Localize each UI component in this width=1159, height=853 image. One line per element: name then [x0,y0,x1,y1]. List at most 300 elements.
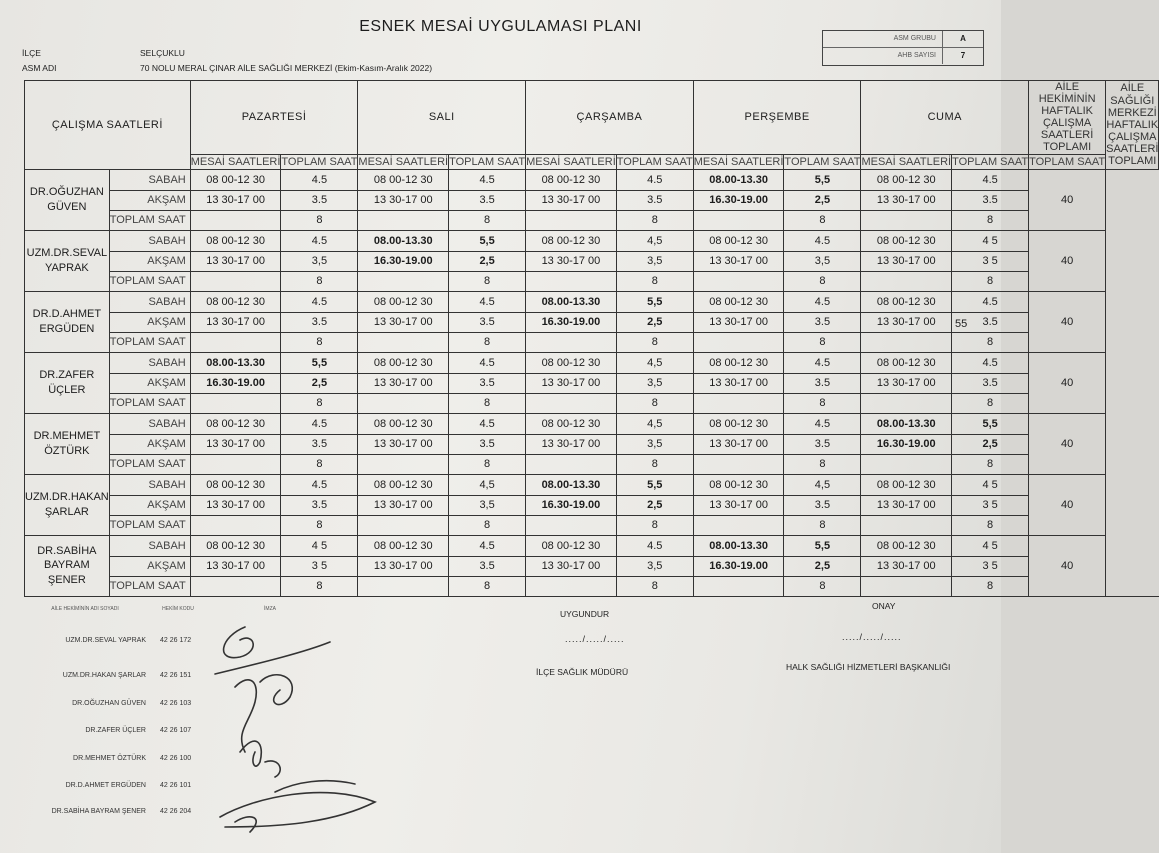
evening-total: 3,5 [784,251,861,271]
evening-hours: 13 30-17 00 [526,190,617,210]
morning-hours: 08 00-12 30 [526,169,617,190]
asm-value: 70 NOLU MERAL ÇINAR AİLE SAĞLIĞI MERKEZİ (Ekim-Kasım-Aralık 2022) [140,63,433,73]
doctor-name: DR.OĞUZHAN GÜVEN [25,169,110,230]
evening-hours: 16.30-19.00 [693,556,784,576]
morning-hours: 08.00-13.30 [693,169,784,190]
morning-total: 4.5 [449,413,526,434]
doctor-weekly-total: 40 [1029,291,1106,352]
asm-group-value: A [942,31,983,47]
evening-hours: 16.30-19.00 [526,495,617,515]
morning-total: 4.5 [616,169,693,190]
asm-group-label: ASM GRUBU [893,35,936,42]
evening-total: 3.5 [784,434,861,454]
morning-hours: 08 00-12 30 [190,291,281,312]
evening-hours: 13 30-17 00 [861,556,952,576]
morning-total: 5,5 [449,230,526,251]
day-total: 8 [952,515,1029,535]
day-empty-cell [861,454,952,474]
day-empty-cell [358,576,449,596]
mesai-subheader: MESAİ SAATLERİ [190,155,281,168]
day-total: 8 [616,576,693,596]
row-label-toplam: TOPLAM SAAT [109,576,190,596]
day-empty-cell [693,515,784,535]
evening-total: 3.5 [449,190,526,210]
signature-stroke-7 [275,781,355,792]
day-empty-cell [693,271,784,291]
signature-stroke-6 [265,761,280,777]
signature-doctor-code: 42 26 103 [160,700,192,707]
day-total: 8 [281,576,358,596]
evening-hours: 13 30-17 00 [526,434,617,454]
day-total: 8 [616,210,693,230]
evening-hours: 16.30-19.00 [861,434,952,454]
morning-total: 5,5 [784,169,861,190]
day-total: 8 [449,393,526,413]
doctor-name: UZM.DR.SEVAL YAPRAK [25,230,110,291]
row-label-sabah: SABAH [109,291,190,312]
day-empty-cell [861,393,952,413]
asm-weekly-total: 55 [955,318,968,330]
day-total: 8 [616,271,693,291]
row-label-toplam: TOPLAM SAAT [109,515,190,535]
day-empty-cell [190,332,281,352]
evening-hours: 13 30-17 00 [526,373,617,393]
morning-total: 4.5 [281,413,358,434]
mesai-subheader: MESAİ SAATLERİ [693,155,784,168]
evening-hours: 13 30-17 00 [693,251,784,271]
morning-total: 4.5 [449,291,526,312]
row-label-sabah: SABAH [109,474,190,495]
evening-total: 2,5 [616,312,693,332]
day-header: CUMA [861,81,1029,155]
signature-stroke-5 [240,741,261,766]
day-empty-cell [190,393,281,413]
evening-total: 3 5 [952,556,1029,576]
day-total: 8 [449,332,526,352]
day-empty-cell [693,210,784,230]
morning-hours: 08.00-13.30 [190,352,281,373]
evening-hours: 13 30-17 00 [861,251,952,271]
morning-total: 4.5 [784,291,861,312]
toplam-subheader: TOPLAM SAAT [616,155,693,168]
row-label-aksam: AKŞAM [109,190,190,210]
morning-hours: 08.00-13.30 [693,535,784,556]
ilce-label: İLÇE [22,48,41,58]
morning-total: 5,5 [616,291,693,312]
signature-doctor-name: DR.SABİHA BAYRAM ŞENER [51,808,146,815]
evening-total: 3,5 [616,556,693,576]
day-empty-cell [861,576,952,596]
row-label-aksam: AKŞAM [109,312,190,332]
toplam-subheader: TOPLAM SAAT [281,155,358,168]
asm-total-cell [1106,169,1159,596]
day-empty-cell [693,576,784,596]
evening-hours: 16.30-19.00 [358,251,449,271]
morning-total: 4.5 [952,169,1029,190]
row-label-sabah: SABAH [109,169,190,190]
signature-doctor-code: 42 26 172 [160,637,192,644]
day-header: SALI [358,81,526,155]
day-total: 8 [281,271,358,291]
evening-hours: 13 30-17 00 [190,556,281,576]
morning-hours: 08 00-12 30 [861,535,952,556]
evening-hours: 13 30-17 00 [526,251,617,271]
doctor-name: DR.D.AHMET ERGÜDEN [25,291,110,352]
mesai-subheader: MESAİ SAATLERİ [526,155,616,168]
evening-total: 3.5 [784,495,861,515]
evening-hours: 13 30-17 00 [693,312,784,332]
day-total: 8 [449,271,526,291]
day-empty-cell [526,332,617,352]
day-empty-cell [358,393,449,413]
morning-hours: 08 00-12 30 [861,291,952,312]
day-empty-cell [190,515,281,535]
signature-doctor-name: UZM.DR.SEVAL YAPRAK [65,637,146,644]
evening-hours: 16.30-19.00 [190,373,281,393]
evening-hours: 13 30-17 00 [861,495,952,515]
day-total: 8 [281,393,358,413]
signature-doctor-name: UZM.DR.HAKAN ŞARLAR [62,672,146,679]
evening-total: 3.5 [616,190,693,210]
day-header: PAZARTESİ [190,81,358,155]
morning-total: 4,5 [784,474,861,495]
uygundur-label: UYGUNDUR [560,609,610,619]
day-total: 8 [952,393,1029,413]
mesai-subheader: MESAİ SAATLERİ [358,155,449,168]
evening-hours: 16.30-19.00 [693,190,784,210]
day-total: 8 [281,210,358,230]
morning-total: 4.5 [449,352,526,373]
evening-total: 3.5 [281,312,358,332]
morning-total: 4 5 [952,474,1029,495]
signature-doctor-name: DR.OĞUZHAN GÜVEN [72,700,146,707]
morning-hours: 08 00-12 30 [861,474,952,495]
morning-total: 4.5 [784,413,861,434]
doctor-weekly-total: 40 [1029,230,1106,291]
row-label-toplam: TOPLAM SAAT [109,210,190,230]
day-total: 8 [616,393,693,413]
day-empty-cell [526,271,617,291]
day-empty-cell [358,210,449,230]
evening-total: 3.5 [952,190,1029,210]
schedule-table [24,80,1159,597]
baskanlik-label: HALK SAĞLIĞI HİZMETLERİ BAŞKANLIĞI [786,662,951,672]
signature-stroke-4 [260,675,292,705]
evening-total: 3 5 [952,495,1029,515]
morning-hours: 08 00-12 30 [693,291,784,312]
morning-hours: 08 00-12 30 [190,169,281,190]
morning-hours: 08 00-12 30 [526,413,617,434]
ahb-count-value: 7 [942,48,983,64]
morning-hours: 08 00-12 30 [358,352,449,373]
day-total: 8 [952,454,1029,474]
weekly-total-header: TOPLAM SAAT [1029,155,1106,168]
toplam-subheader: TOPLAM SAAT [784,155,861,168]
day-total: 8 [784,271,861,291]
morning-total: 4,5 [449,474,526,495]
evening-total: 2,5 [784,190,861,210]
day-total: 8 [784,576,861,596]
onay-date: ...../...../..... [842,632,902,642]
sig-head-signature: İMZA [264,606,276,612]
evening-total: 3 5 [952,251,1029,271]
evening-hours: 13 30-17 00 [526,556,617,576]
signature-doctor-code: 42 26 204 [160,808,192,815]
morning-total: 4 5 [952,535,1029,556]
evening-total: 3.5 [784,373,861,393]
evening-total: 2,5 [616,495,693,515]
evening-total: 2,5 [281,373,358,393]
evening-total: 3,5 [616,434,693,454]
morning-hours: 08 00-12 30 [693,413,784,434]
morning-hours: 08 00-12 30 [358,474,449,495]
day-empty-cell [358,515,449,535]
day-total: 8 [616,332,693,352]
signature-doctor-code: 42 26 107 [160,727,192,734]
doctor-weekly-total: 40 [1029,169,1106,230]
morning-hours: 08 00-12 30 [358,169,449,190]
doctor-name: DR.MEHMET ÖZTÜRK [25,413,110,474]
morning-total: 4,5 [616,413,693,434]
evening-total: 3.5 [281,495,358,515]
row-label-aksam: AKŞAM [109,495,190,515]
morning-hours: 08 00-12 30 [526,230,617,251]
asm-label: ASM ADI [22,63,57,73]
evening-total: 3.5 [784,312,861,332]
doctor-weekly-total: 40 [1029,535,1106,596]
day-empty-cell [861,210,952,230]
row-label-sabah: SABAH [109,352,190,373]
evening-hours: 13 30-17 00 [358,373,449,393]
morning-hours: 08 00-12 30 [190,535,281,556]
row-label-sabah: SABAH [109,413,190,434]
ilce-mudur-label: İLÇE SAĞLIK MÜDÜRÜ [536,667,629,677]
uygundur-date: ...../...../..... [565,634,625,644]
doctor-weekly-total: 40 [1029,474,1106,535]
morning-hours: 08 00-12 30 [358,535,449,556]
document-title: ESNEK MESAİ UYGULAMASI PLANI [359,18,642,35]
day-empty-cell [693,332,784,352]
day-total: 8 [616,515,693,535]
evening-total: 3.5 [449,434,526,454]
signature-stroke-1 [224,627,254,658]
morning-total: 4,5 [616,230,693,251]
evening-hours: 13 30-17 00 [190,434,281,454]
doctor-weekly-total: 40 [1029,413,1106,474]
evening-hours: 13 30-17 00 [190,495,281,515]
morning-total: 5,5 [952,413,1029,434]
morning-total: 4.5 [281,291,358,312]
evening-hours: 13 30-17 00 [358,556,449,576]
total-col-header-top: AİLE HEKİMİNİN HAFTALIK ÇALIŞMA SAATLERİ TOPLAMI [1029,81,1106,155]
day-total: 8 [449,210,526,230]
evening-hours: 13 30-17 00 [190,312,281,332]
evening-hours: 13 30-17 00 [358,495,449,515]
day-total: 8 [784,393,861,413]
evening-total: 3,5 [616,251,693,271]
day-total: 8 [784,515,861,535]
evening-hours: 13 30-17 00 [861,312,952,332]
evening-hours: 13 30-17 00 [358,190,449,210]
row-label-toplam: TOPLAM SAAT [109,271,190,291]
morning-total: 4.5 [784,352,861,373]
row-label-aksam: AKŞAM [109,556,190,576]
evening-total: 3 5 [281,556,358,576]
day-total: 8 [449,454,526,474]
day-empty-cell [358,271,449,291]
ilce-value: SELÇUKLU [140,48,185,58]
morning-hours: 08 00-12 30 [190,413,281,434]
evening-hours: 13 30-17 00 [190,251,281,271]
morning-hours: 08 00-12 30 [190,230,281,251]
day-empty-cell [526,210,617,230]
evening-total: 3.5 [281,434,358,454]
day-total: 8 [784,332,861,352]
morning-hours: 08 00-12 30 [526,352,617,373]
ahb-count-label: AHB SAYISI [897,52,936,59]
onay-label: ONAY [872,601,896,611]
signature-stroke-8 [220,793,375,827]
morning-hours: 08 00-12 30 [861,352,952,373]
day-empty-cell [861,271,952,291]
morning-hours: 08.00-13.30 [358,230,449,251]
day-empty-cell [358,332,449,352]
morning-total: 4.5 [281,230,358,251]
morning-hours: 08.00-13.30 [526,291,617,312]
morning-total: 4,5 [616,352,693,373]
evening-total: 3.5 [449,373,526,393]
day-empty-cell [526,576,617,596]
day-empty-cell [190,271,281,291]
doctor-name: UZM.DR.HAKAN ŞARLAR [25,474,110,535]
day-empty-cell [861,332,952,352]
row-label-toplam: TOPLAM SAAT [109,332,190,352]
day-empty-cell [693,454,784,474]
evening-total: 3.5 [449,556,526,576]
evening-hours: 13 30-17 00 [693,434,784,454]
day-total: 8 [952,210,1029,230]
signature-doctor-name: DR.MEHMET ÖZTÜRK [73,755,146,762]
evening-hours: 13 30-17 00 [190,190,281,210]
day-total: 8 [784,454,861,474]
day-empty-cell [693,393,784,413]
morning-total: 4 5 [952,230,1029,251]
sig-head-name: AİLE HEKİMİNİN ADI SOYADI [51,606,119,612]
morning-hours: 08 00-12 30 [693,474,784,495]
signature-stroke-9 [235,817,256,832]
morning-total: 4.5 [952,352,1029,373]
evening-total: 3.5 [952,373,1029,393]
day-total: 8 [952,332,1029,352]
morning-hours: 08 00-12 30 [358,291,449,312]
day-total: 8 [449,576,526,596]
evening-hours: 13 30-17 00 [358,434,449,454]
day-empty-cell [358,454,449,474]
morning-total: 4.5 [952,291,1029,312]
evening-total: 3.5 [952,312,1029,332]
morning-total: 4.5 [449,535,526,556]
day-header: ÇARŞAMBA [526,81,694,155]
handwritten-signatures [205,612,405,842]
evening-total: 3,5 [281,251,358,271]
morning-hours: 08 00-12 30 [693,352,784,373]
evening-hours: 16.30-19.00 [526,312,617,332]
doctor-weekly-total: 40 [1029,352,1106,413]
morning-total: 4.5 [281,169,358,190]
morning-hours: 08 00-12 30 [861,169,952,190]
morning-total: 4.5 [784,230,861,251]
evening-total: 3.5 [449,312,526,332]
morning-total: 4.5 [281,474,358,495]
signature-doctor-code: 42 26 100 [160,755,192,762]
morning-total: 4 5 [281,535,358,556]
day-total: 8 [952,576,1029,596]
morning-total: 4.5 [449,169,526,190]
day-header: PERŞEMBE [693,81,861,155]
signature-doctor-code: 42 26 151 [160,672,192,679]
morning-total: 4.5 [616,535,693,556]
morning-hours: 08 00-12 30 [358,413,449,434]
day-total: 8 [784,210,861,230]
day-total: 8 [952,271,1029,291]
signature-doctor-name: DR.ZAFER ÜÇLER [85,727,146,734]
signature-doctor-code: 42 26 101 [160,782,192,789]
evening-total: 2,5 [449,251,526,271]
asm-info-box [822,30,984,66]
toplam-subheader: TOPLAM SAAT [952,155,1029,168]
asm-total-header: AİLE SAĞLIĞI MERKEZİ HAFTALIK ÇALIŞMA SAATLERİ TOPLAMI [1106,81,1159,170]
evening-total: 2,5 [784,556,861,576]
day-total: 8 [449,515,526,535]
morning-total: 5,5 [784,535,861,556]
day-empty-cell [190,210,281,230]
evening-total: 3.5 [281,190,358,210]
morning-hours: 08.00-13.30 [526,474,617,495]
morning-hours: 08 00-12 30 [861,230,952,251]
mesai-subheader: MESAİ SAATLERİ [861,155,952,168]
sig-head-code: HEKİM KODU [162,606,194,612]
day-empty-cell [526,393,617,413]
evening-total: 3,5 [616,373,693,393]
day-empty-cell [190,454,281,474]
row-label-aksam: AKŞAM [109,251,190,271]
day-empty-cell [526,454,617,474]
row-label-aksam: AKŞAM [109,434,190,454]
evening-hours: 13 30-17 00 [358,312,449,332]
day-empty-cell [190,576,281,596]
morning-hours: 08 00-12 30 [190,474,281,495]
row-label-toplam: TOPLAM SAAT [109,454,190,474]
morning-hours: 08.00-13.30 [861,413,952,434]
corner-label: ÇALIŞMA SAATLERİ [25,81,191,170]
morning-hours: 08 00-12 30 [526,535,617,556]
day-empty-cell [526,515,617,535]
evening-hours: 13 30-17 00 [861,373,952,393]
evening-hours: 13 30-17 00 [693,495,784,515]
day-total: 8 [281,332,358,352]
evening-hours: 13 30-17 00 [693,373,784,393]
day-total: 8 [281,515,358,535]
day-total: 8 [281,454,358,474]
day-empty-cell [861,515,952,535]
morning-hours: 08 00-12 30 [693,230,784,251]
morning-total: 5,5 [281,352,358,373]
row-label-aksam: AKŞAM [109,373,190,393]
evening-total: 2,5 [952,434,1029,454]
row-label-sabah: SABAH [109,230,190,251]
evening-total: 3,5 [449,495,526,515]
evening-hours: 13 30-17 00 [861,190,952,210]
